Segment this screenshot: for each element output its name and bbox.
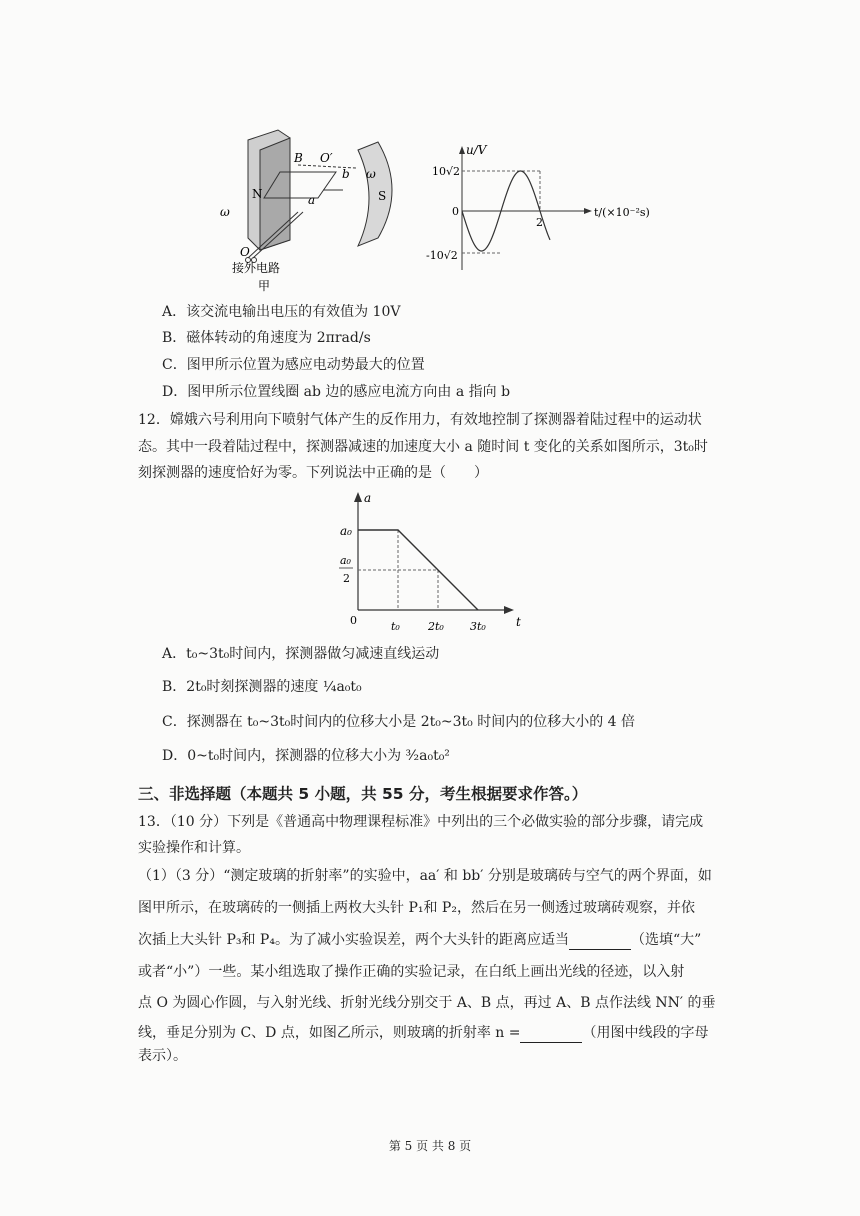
tick-a0-half-den: 2 bbox=[343, 572, 350, 585]
tick-a0-half-num: a₀ bbox=[340, 554, 351, 567]
q13-line5-text-b: （选填“大” bbox=[630, 932, 702, 948]
q12-stem-line2: 态。其中一段着陆过程中，探测器减速的加速度大小 a 随时间 t 变化的关系如图所示，3t₀时 bbox=[138, 439, 708, 455]
q13-line8-text-b: （用图中线段的字母 bbox=[582, 1025, 709, 1041]
origin-label: 0 bbox=[452, 205, 459, 218]
label-O-prime: O′ bbox=[320, 151, 333, 165]
q11-option-a: A．该交流电输出电压的有效值为 10V bbox=[162, 304, 401, 320]
q13-line8 bbox=[138, 1023, 728, 1043]
t-axis-label-q12: t bbox=[516, 615, 521, 629]
q12-stem-line3: 刻探测器的速度恰好为零。下列说法中正确的是（ ） bbox=[138, 465, 488, 481]
tick-pos-amplitude: 10√2 bbox=[432, 165, 461, 178]
q11-option-c: C．图甲所示位置为感应电动势最大的位置 bbox=[162, 357, 425, 373]
q13-line2: 实验操作和计算。 bbox=[138, 840, 250, 856]
q12-option-a: A．t₀~3t₀时间内，探测器做匀减速直线运动 bbox=[162, 646, 440, 662]
q13-line8-text-a: 线，垂足分别为 C、D 点，如图乙所示，则玻璃的折射率 n = bbox=[138, 1025, 521, 1041]
acceleration-graph bbox=[320, 490, 540, 635]
q13-line5 bbox=[138, 930, 728, 950]
q12-option-b: B．2t₀时刻探测器的速度 ¼a₀t₀ bbox=[162, 679, 362, 695]
s-magnet bbox=[358, 142, 392, 246]
voltage-graph bbox=[420, 140, 670, 300]
q13-line9: 表示）。 bbox=[138, 1048, 187, 1064]
q13-line1: 13．（10 分）下列是《普通高中物理课程标准》中列出的三个必做实验的部分步骤，请完成 bbox=[138, 814, 704, 830]
q13-line6: 或者“小”）一些。某小组选取了操作正确的实验记录，在白纸上画出光线的径迹，以入射 bbox=[138, 964, 685, 980]
answer-blank-refractive-index[interactable] bbox=[520, 1028, 582, 1043]
label-B: B bbox=[294, 151, 303, 165]
u-axis-label: u/V bbox=[466, 143, 487, 157]
label-omega-left: ω bbox=[220, 205, 230, 219]
q13-line7: 点 O 为圆心作圆，与入射光线、折射光线分别交于 A、B 点，再过 A、B 点作法线 NN′ 的垂 bbox=[138, 995, 716, 1011]
section-heading: 三、非选择题（本题共 5 小题，共 55 分，考生根据要求作答。） bbox=[138, 785, 588, 803]
label-b: b bbox=[342, 167, 350, 181]
answer-blank-distance[interactable] bbox=[569, 935, 631, 950]
t-axis-arrow bbox=[584, 208, 592, 214]
caption-jia: 甲 bbox=[258, 279, 271, 293]
tick-a0: a₀ bbox=[340, 524, 352, 538]
origin-q12: 0 bbox=[350, 614, 357, 627]
q12-option-c: C．探测器在 t₀~3t₀时间内的位移大小是 2t₀~3t₀ 时间内的位移大小的 4 倍 bbox=[162, 714, 636, 730]
label-O: O bbox=[240, 245, 250, 259]
label-external-circuit: 接外电路 bbox=[232, 261, 281, 275]
tick-t0: t₀ bbox=[391, 620, 400, 633]
page-footer: 第 5 页 共 8 页 bbox=[388, 1139, 472, 1153]
q13-line3: （1）（3 分）“测定玻璃的折射率”的实验中，aa′ 和 bb′ 分别是玻璃砖与空气的两个界面，如 bbox=[138, 868, 712, 884]
u-axis-arrow bbox=[459, 146, 465, 154]
t-axis-label: t/(×10⁻²s) bbox=[594, 206, 650, 219]
a-axis-arrow bbox=[354, 492, 362, 502]
q12-option-d: D．0~t₀时间内，探测器的位移大小为 ³⁄₂a₀t₀² bbox=[162, 748, 450, 764]
label-N: N bbox=[252, 187, 263, 201]
q11-option-d: D．图甲所示位置线圈 ab 边的感应电流方向由 a 指向 b bbox=[162, 384, 511, 400]
tick-2: 2 bbox=[536, 216, 543, 229]
q11-option-b: B．磁体转动的角速度为 2πrad/s bbox=[162, 330, 371, 346]
q13-line5-text-a: 次插上大头针 P₃和 P₄。为了减小实验误差，两个大头针的距离应适当 bbox=[138, 932, 569, 948]
q13-line4: 图甲所示，在玻璃砖的一侧插上两枚大头针 P₁和 P₂，然后在另一侧透过玻璃砖观察，并依 bbox=[138, 900, 695, 916]
tick-3t0: 3t₀ bbox=[470, 620, 486, 633]
label-a: a bbox=[308, 193, 316, 207]
tick-2t0: 2t₀ bbox=[428, 620, 444, 633]
tick-neg-amplitude: -10√2 bbox=[426, 249, 458, 262]
a-axis-label: a bbox=[364, 491, 372, 505]
q12-stem-line1: 12．嫦娥六号利用向下喷射气体产生的反作用力，有效地控制了探测器着陆过程中的运动状 bbox=[138, 412, 702, 428]
label-S: S bbox=[378, 189, 387, 203]
t-axis-q12-arrow bbox=[504, 606, 514, 614]
label-omega-right: ω bbox=[366, 167, 376, 181]
generator-figure bbox=[208, 120, 418, 300]
